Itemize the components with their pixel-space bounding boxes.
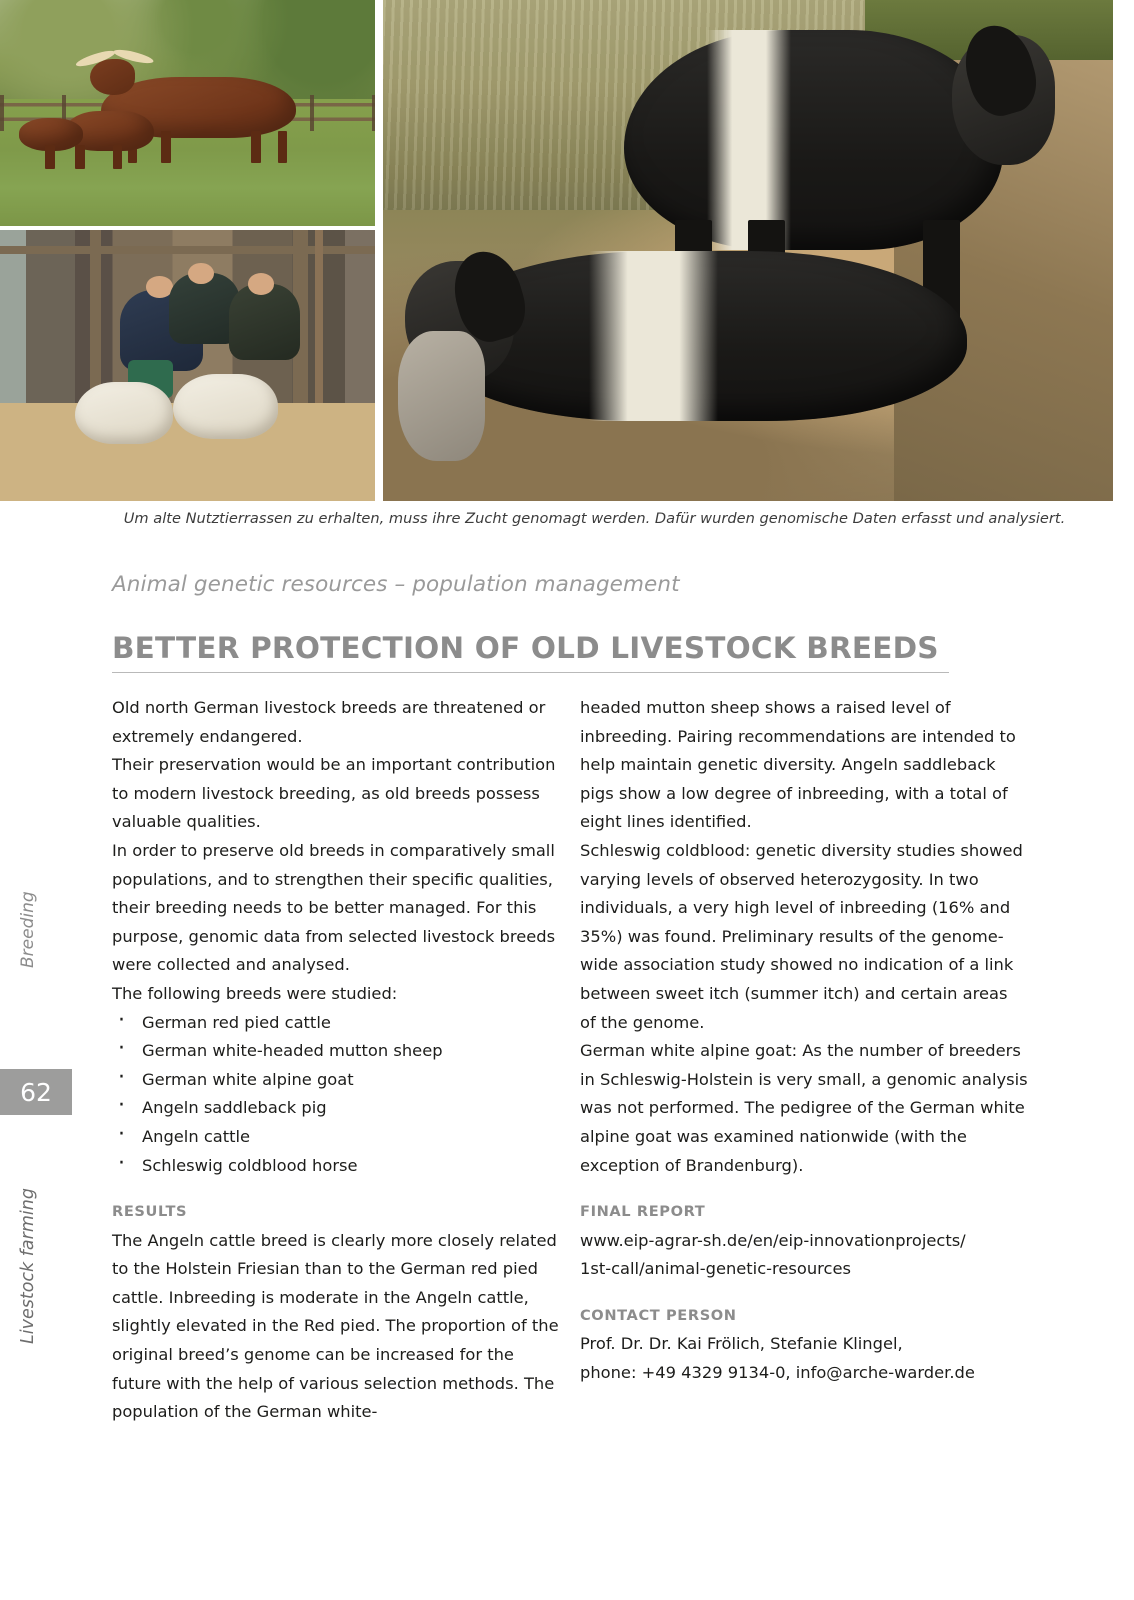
results-heading: RESULTS	[112, 1203, 188, 1221]
cow-leg	[161, 131, 171, 163]
paragraph-intro-1: Old north German livestock breeds are threatened or extremely endangered.	[112, 698, 546, 746]
chapter-tab-breeding: Breeding	[18, 891, 38, 968]
photo-collage	[0, 0, 1113, 501]
page-title: BETTER PROTECTION OF OLD LIVESTOCK BREEDS	[112, 630, 939, 665]
farmer-person	[229, 284, 300, 360]
paragraph-results-cont-3: German white alpine goat: As the number of breeders in Schleswig-Holstein is very small, a genomic analysis was not performed. The pedigree of the German white alpine goat was examined nationwide (with the exception of Brandenburg).	[580, 1041, 1028, 1175]
final-report-url-line-2[interactable]: 1st-call/animal-genetic-resources	[580, 1259, 851, 1279]
pig-standing	[624, 30, 1004, 250]
pig-snout	[398, 331, 486, 461]
title-divider	[112, 672, 949, 673]
cow-leg	[251, 131, 261, 163]
lamb	[75, 382, 173, 444]
page-side-tabs	[0, 0, 72, 1600]
paragraph-intro-2: Their preservation would be an important contribution to modern livestock breeding, as old breeds possess valuable qualities.	[112, 755, 556, 832]
contact-person-heading: CONTACT PERSON	[580, 1306, 737, 1324]
paragraph-intro-3: In order to preserve old breeds in comparatively small populations, and to strengthen their specific qualities, their breeding needs to be better managed. For this purpose, genomic data from selected livestock breeds were collected and analysed.	[112, 840, 556, 975]
contact-person-phone-email[interactable]: phone: +49 4329 9134-0, info@arche-warder.de	[580, 1363, 975, 1383]
breeds-list	[112, 1009, 564, 1181]
paragraph-results-cont-1: headed mutton sheep shows a raised level of inbreeding. Pairing recommendations are intended to help maintain genetic diversity. Angeln saddleback pigs show a low degree of inbreeding, with a total of eight lines identified.	[580, 698, 1016, 832]
list-item: · Angeln cattle	[112, 1123, 564, 1152]
farmer-head	[146, 276, 172, 298]
list-item: · Schleswig coldblood horse	[112, 1152, 564, 1181]
farmer-head	[188, 263, 214, 285]
page-number: 62	[20, 1077, 52, 1107]
cow-leg	[278, 131, 288, 163]
final-report-heading: FINAL REPORT	[580, 1203, 706, 1221]
calf-leg	[113, 145, 123, 170]
pig-saddle-marking	[589, 251, 719, 421]
paragraph-results-cont-2: Schleswig coldblood: genetic diversity studies showed varying levels of observed heterozygosity. In two individuals, a very high level of inbreeding (16% and 35%) was found. Preliminary results of the genome-wide association study showed no indication of a link between sweet itch (summer itch) and certain areas of the genome.	[580, 840, 1023, 1032]
photo-angeln-saddleback-pigs-in-mud	[383, 0, 1113, 501]
pig-saddle-marking	[707, 30, 791, 250]
calf-leg	[75, 145, 85, 170]
cow-head	[90, 59, 135, 95]
page-number-badge	[0, 1069, 72, 1115]
list-item: · Angeln saddleback pig	[112, 1094, 564, 1123]
list-item: · German red pied cattle	[112, 1009, 564, 1038]
lamb	[173, 374, 278, 439]
list-item: · German white alpine goat	[112, 1066, 564, 1095]
photo-caption: Um alte Nutztierrassen zu erhalten, muss ihre Zucht genomagt werden. Dafür wurden genomische Daten erfasst und analysiert.	[123, 510, 1066, 527]
paragraph-results: The Angeln cattle breed is clearly more closely related to the Holstein Friesian than to the German red pied cattle. Inbreeding is moderate in the Angeln cattle, slightly elevated in the Red pied. The proportion of the original breed’s genome can be increased for the future with the help of various selection methods. The population of the German white-	[112, 1230, 559, 1422]
body-column-right	[580, 694, 1028, 1388]
final-report-url-line-1[interactable]: www.eip-agrar-sh.de/en/eip-innovationprojects/	[580, 1230, 966, 1250]
list-item: · German white-headed mutton sheep	[112, 1037, 564, 1066]
article-kicker: Animal genetic resources – population management	[112, 572, 680, 597]
contact-person-name: Prof. Dr. Dr. Kai Frölich, Stefanie Klingel,	[580, 1334, 903, 1354]
section-tab-livestock-farming: Livestock farming	[18, 1188, 38, 1344]
body-column-left	[112, 694, 564, 1427]
farmer-head	[248, 273, 274, 295]
breeds-list-intro: The following breeds were studied:	[112, 983, 398, 1003]
